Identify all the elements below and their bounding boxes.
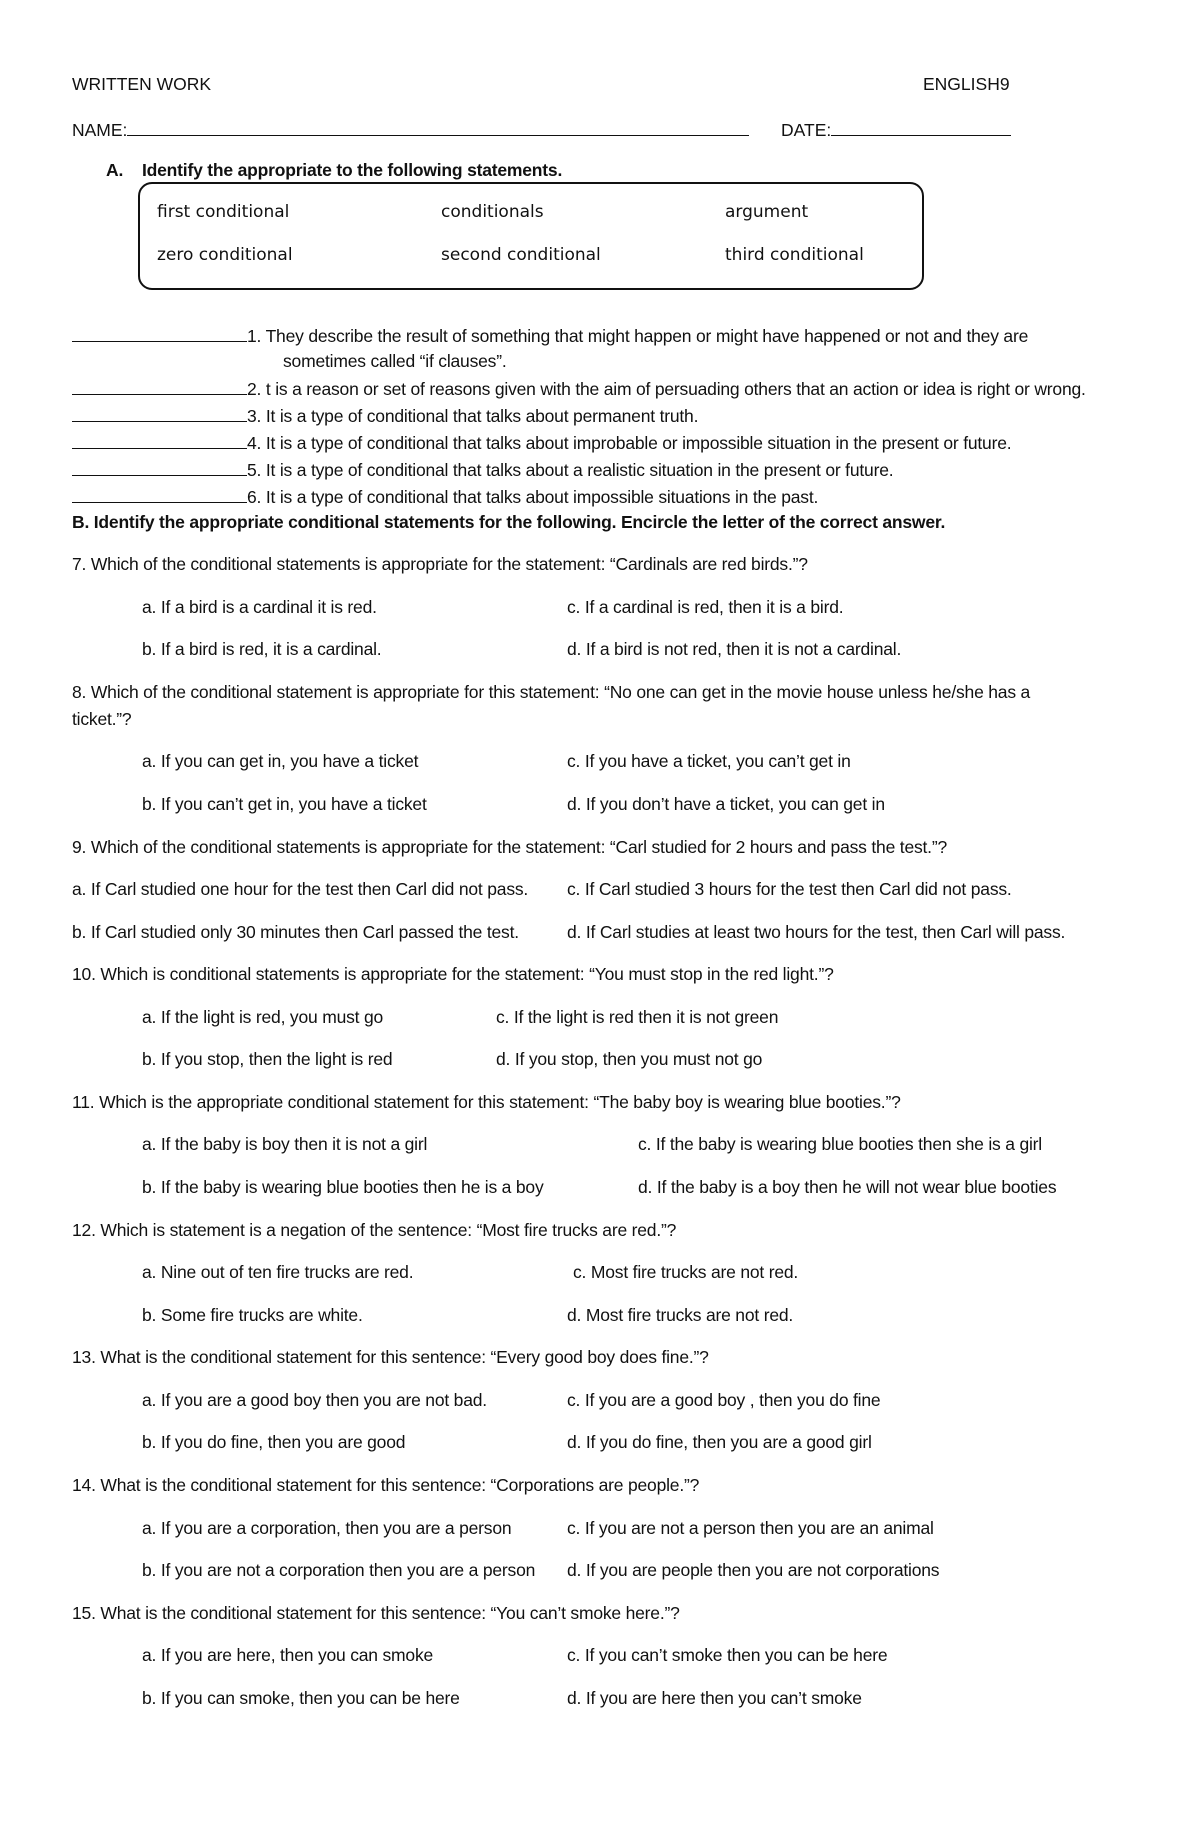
answer-blank[interactable]	[72, 458, 247, 476]
question-15: 15. What is the conditional statement for this sentence: “You can’t smoke here.”?	[72, 1603, 680, 1623]
section-a-letter: A.	[106, 160, 124, 180]
word-bank-item: argument	[725, 202, 809, 222]
choice-10b[interactable]: b. If you stop, then the light is red	[142, 1049, 393, 1069]
question-11: 11. Which is the appropriate conditional statement for this statement: “The baby boy is wearing blue booties.”?	[72, 1092, 901, 1112]
answer-blank[interactable]	[72, 324, 247, 342]
choice-15c[interactable]: c. If you can’t smoke then you can be here	[567, 1645, 888, 1665]
choice-12a[interactable]: a. Nine out of ten fire trucks are red.	[142, 1262, 414, 1282]
choice-12b[interactable]: b. Some fire trucks are white.	[142, 1305, 363, 1325]
fill-item-2: 2. t is a reason or set of reasons given with the aim of persuading others that an action or idea is right or wrong.	[72, 377, 1086, 400]
choice-13b[interactable]: b. If you do fine, then you are good	[142, 1432, 406, 1452]
choice-9b[interactable]: b. If Carl studied only 30 minutes then Carl passed the test.	[72, 922, 519, 942]
section-a-instruction: Identify the appropriate to the following statements.	[142, 160, 563, 180]
word-bank-item: first conditional	[157, 202, 290, 222]
section-b-instruction: B. Identify the appropriate conditional statements for the following. Encircle the letter of the correct answer.	[72, 512, 946, 532]
choice-7c[interactable]: c. If a cardinal is red, then it is a bird.	[567, 597, 844, 617]
worksheet-title: WRITTEN WORK	[72, 74, 212, 94]
word-bank-item: third conditional	[725, 245, 864, 265]
name-row	[72, 118, 749, 141]
choice-14d[interactable]: d. If you are people then you are not corporations	[567, 1560, 940, 1580]
question-9: 9. Which of the conditional statements is appropriate for the statement: “Carl studied for 2 hours and pass the test.”?	[72, 837, 948, 857]
choice-7d[interactable]: d. If a bird is not red, then it is not a cardinal.	[567, 639, 902, 659]
choice-8c[interactable]: c. If you have a ticket, you can’t get in	[567, 751, 851, 771]
choice-13d[interactable]: d. If you do fine, then you are a good girl	[567, 1432, 872, 1452]
fill-item-1-continued: sometimes called “if clauses”.	[283, 351, 507, 371]
choice-7a[interactable]: a. If a bird is a cardinal it is red.	[142, 597, 377, 617]
subject-label: ENGLISH9	[923, 74, 1010, 94]
choice-12d[interactable]: d. Most fire trucks are not red.	[567, 1305, 794, 1325]
fill-item-1: 1. They describe the result of something that might happen or might have happened or not and they are	[72, 324, 1028, 347]
choice-15b[interactable]: b. If you can smoke, then you can be here	[142, 1688, 460, 1708]
choice-9a[interactable]: a. If Carl studied one hour for the test then Carl did not pass.	[72, 879, 529, 899]
choice-14c[interactable]: c. If you are not a person then you are an animal	[567, 1518, 934, 1538]
word-bank-item: conditionals	[441, 202, 544, 222]
fill-item-4: 4. It is a type of conditional that talks about improbable or impossible situation in the present or future.	[72, 431, 1011, 454]
fill-item-3: 3. It is a type of conditional that talks about permanent truth.	[72, 404, 698, 427]
question-13: 13. What is the conditional statement for this sentence: “Every good boy does fine.”?	[72, 1347, 709, 1367]
question-10: 10. Which is conditional statements is appropriate for the statement: “You must stop in the red light.”?	[72, 964, 834, 984]
question-8: 8. Which of the conditional statement is appropriate for this statement: “No one can get in the movie house unless he/she has a	[72, 682, 1031, 702]
question-12: 12. Which is statement is a negation of the sentence: “Most fire trucks are red.”?	[72, 1220, 677, 1240]
name-label: NAME:	[72, 120, 128, 140]
date-label: DATE:	[781, 120, 832, 140]
choice-7b[interactable]: b. If a bird is red, it is a cardinal.	[142, 639, 382, 659]
word-bank-item: second conditional	[441, 245, 601, 265]
choice-11a[interactable]: a. If the baby is boy then it is not a girl	[142, 1134, 428, 1154]
choice-14b[interactable]: b. If you are not a corporation then you are a person	[142, 1560, 536, 1580]
fill-item-6: 6. It is a type of conditional that talks about impossible situations in the past.	[72, 485, 818, 508]
date-blank[interactable]	[831, 118, 1011, 136]
choice-11b[interactable]: b. If the baby is wearing blue booties then he is a boy	[142, 1177, 544, 1197]
choice-15d[interactable]: d. If you are here then you can’t smoke	[567, 1688, 862, 1708]
choice-13a[interactable]: a. If you are a good boy then you are not bad.	[142, 1390, 487, 1410]
word-bank-box	[138, 182, 924, 290]
question-8-continued: ticket.”?	[72, 709, 132, 729]
choice-11d[interactable]: d. If the baby is a boy then he will not wear blue booties	[638, 1177, 1057, 1197]
answer-blank[interactable]	[72, 431, 247, 449]
question-14: 14. What is the conditional statement for this sentence: “Corporations are people.”?	[72, 1475, 700, 1495]
answer-blank[interactable]	[72, 404, 247, 422]
answer-blank[interactable]	[72, 485, 247, 503]
name-blank[interactable]	[127, 118, 749, 136]
date-row	[781, 118, 1011, 141]
choice-8a[interactable]: a. If you can get in, you have a ticket	[142, 751, 419, 771]
choice-9c[interactable]: c. If Carl studied 3 hours for the test then Carl did not pass.	[567, 879, 1012, 899]
word-bank-item: zero conditional	[157, 245, 293, 265]
choice-12c[interactable]: c. Most fire trucks are not red.	[573, 1262, 799, 1282]
choice-10a[interactable]: a. If the light is red, you must go	[142, 1007, 384, 1027]
answer-blank[interactable]	[72, 377, 247, 395]
choice-14a[interactable]: a. If you are a corporation, then you are a person	[142, 1518, 512, 1538]
choice-10d[interactable]: d. If you stop, then you must not go	[496, 1049, 763, 1069]
choice-8b[interactable]: b. If you can’t get in, you have a ticket	[142, 794, 427, 814]
choice-15a[interactable]: a. If you are here, then you can smoke	[142, 1645, 434, 1665]
choice-9d[interactable]: d. If Carl studies at least two hours for the test, then Carl will pass.	[567, 922, 1066, 942]
choice-8d[interactable]: d. If you don’t have a ticket, you can get in	[567, 794, 885, 814]
choice-10c[interactable]: c. If the light is red then it is not green	[496, 1007, 779, 1027]
fill-item-5: 5. It is a type of conditional that talks about a realistic situation in the present or future.	[72, 458, 893, 481]
choice-13c[interactable]: c. If you are a good boy , then you do fine	[567, 1390, 881, 1410]
question-7: 7. Which of the conditional statements is appropriate for the statement: “Cardinals are red birds.”?	[72, 554, 808, 574]
choice-11c[interactable]: c. If the baby is wearing blue booties then she is a girl	[638, 1134, 1042, 1154]
